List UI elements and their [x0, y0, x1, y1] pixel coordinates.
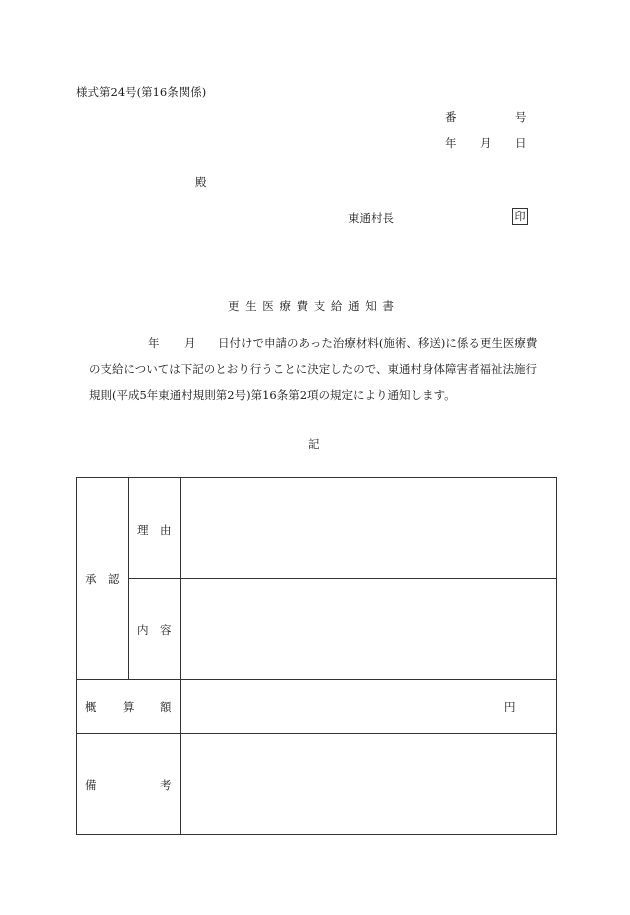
amount-label-3: 額	[160, 700, 172, 714]
approval-label: 承 認	[85, 572, 120, 586]
number-suffix: 号	[515, 110, 527, 124]
body-line1: 日付けで申請のあった治療材料(施術、移送)に係る更生医療費	[218, 336, 538, 350]
remarks-label-cell	[77, 734, 181, 835]
remarks-label-1: 備	[85, 778, 97, 792]
recipient-suffix: 殿	[195, 175, 207, 189]
ki-heading: 記	[308, 437, 320, 451]
approval-table	[76, 477, 557, 835]
reason-label-cell	[129, 478, 181, 579]
issuer: 東通村長	[348, 211, 394, 225]
form-number: 様式第24号(第16条関係)	[76, 85, 207, 99]
body-line2: の支給については下記のとおり行うことに決定したので、東通村身体障害者福祉法施行	[89, 362, 538, 376]
content-value-cell[interactable]	[181, 579, 557, 680]
seal-mark: 印	[512, 208, 528, 225]
reason-label: 理 由	[137, 523, 172, 537]
body-month: 月	[184, 336, 196, 350]
remarks-label-2: 考	[160, 778, 172, 792]
amount-label-cell	[77, 680, 181, 734]
body-year: 年	[148, 336, 160, 350]
amount-label-1: 概	[85, 700, 97, 714]
content-label-cell	[129, 579, 181, 680]
date-month: 月	[480, 136, 492, 150]
date-year: 年	[445, 136, 457, 150]
remarks-value-cell[interactable]	[181, 734, 557, 835]
amount-label-2: 算	[123, 700, 135, 714]
reason-value-cell[interactable]	[181, 478, 557, 579]
document-title: 更 生 医 療 費 支 給 通 知 書	[228, 299, 395, 313]
approval-label-cell	[77, 478, 129, 680]
date-day: 日	[515, 136, 527, 150]
body-line3: 規則(平成5年東通村規則第2号)第16条第2項の規定により通知します。	[89, 388, 456, 402]
number-label: 番	[445, 110, 457, 124]
content-label: 内 容	[137, 623, 172, 637]
amount-unit: 円	[504, 700, 516, 714]
amount-value-cell[interactable]	[181, 680, 557, 734]
